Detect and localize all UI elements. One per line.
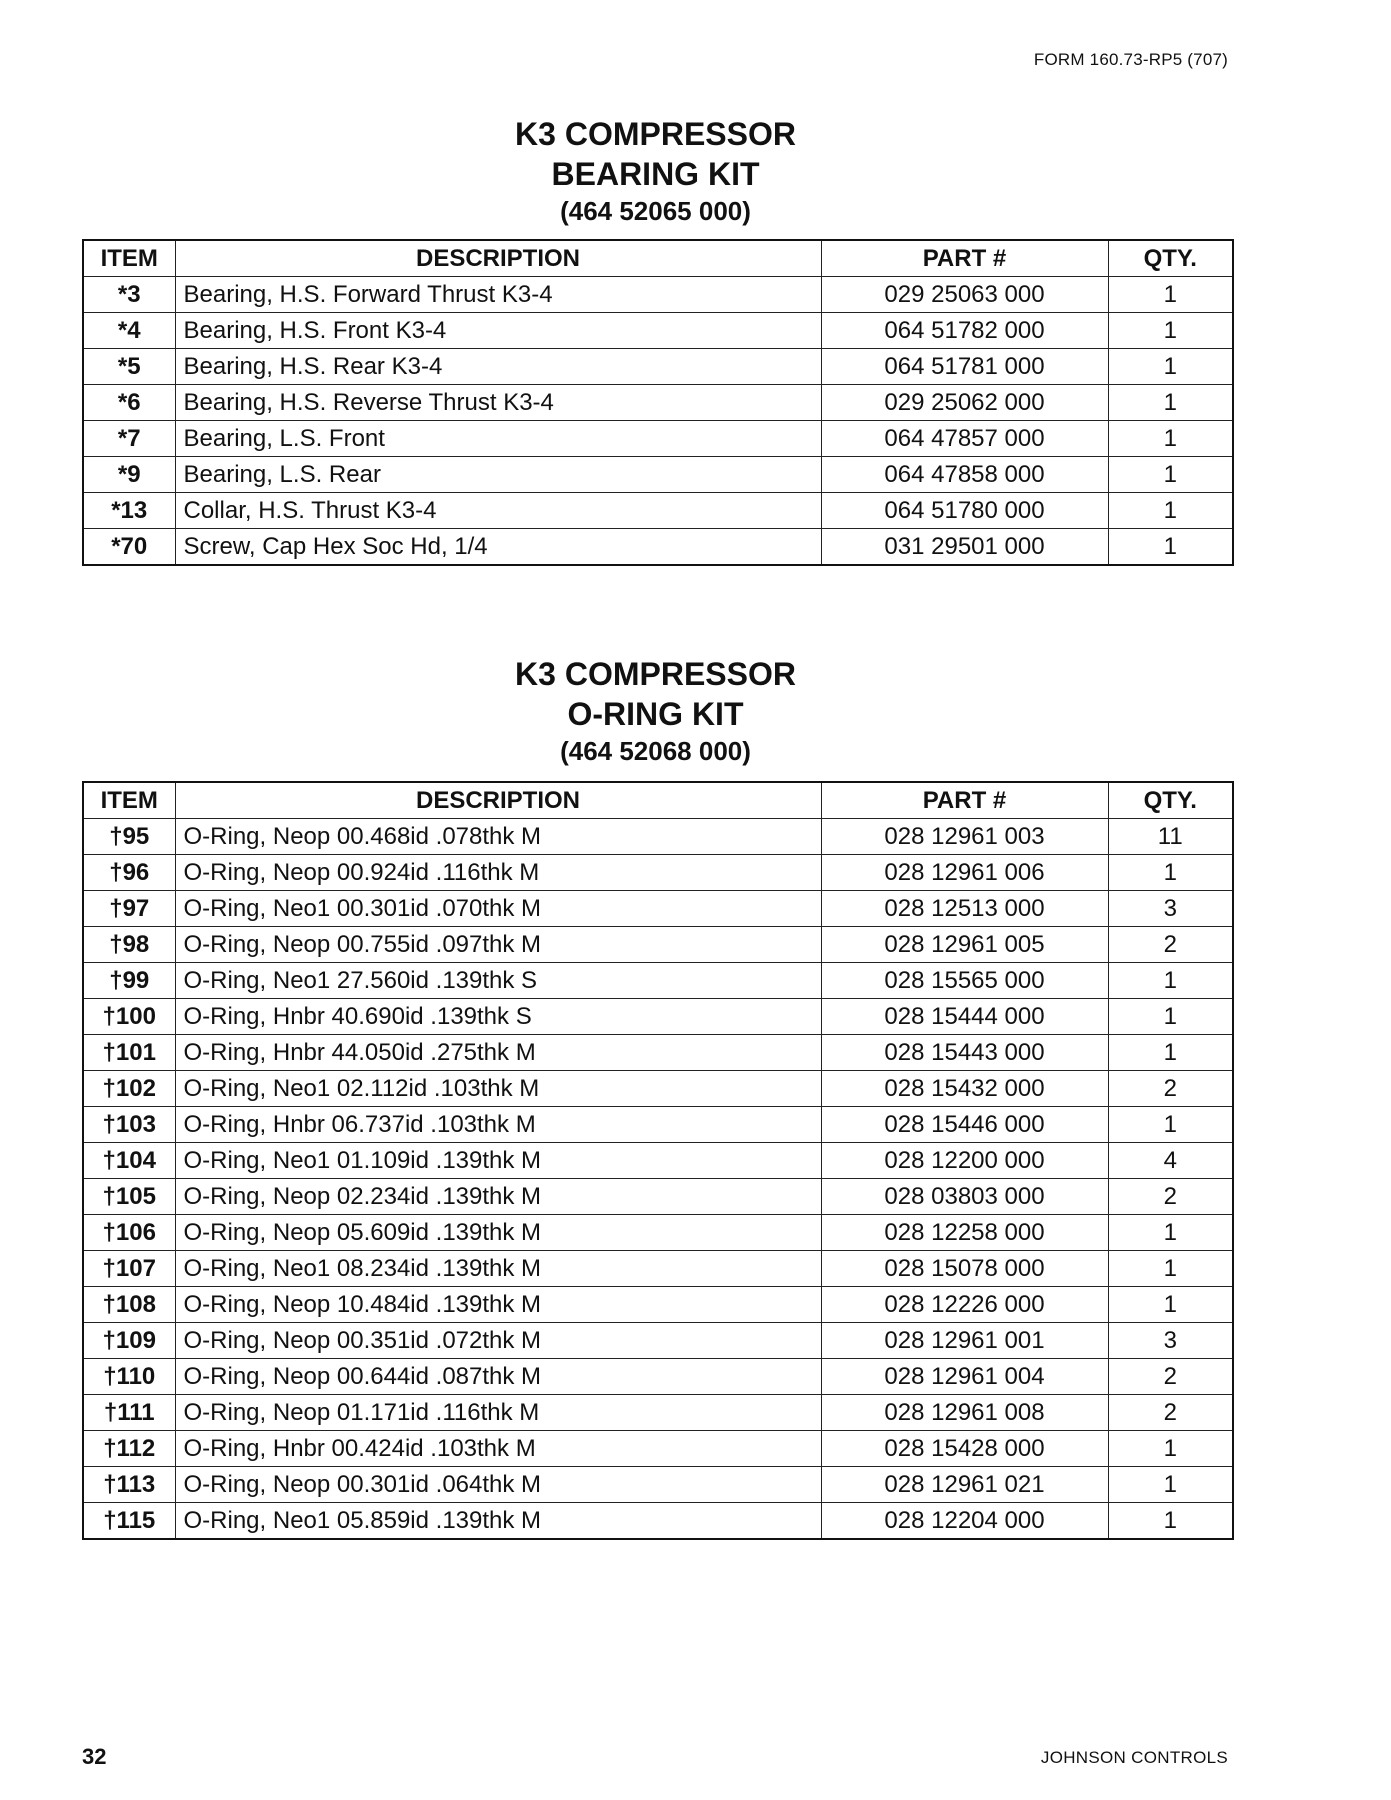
- quantity: 1: [1108, 963, 1233, 999]
- quantity: 2: [1108, 927, 1233, 963]
- footer-brand: JOHNSON CONTROLS: [1040, 1748, 1228, 1767]
- item-description: O-Ring, Neop 00.755id .097thk M: [175, 927, 821, 963]
- bearing-kit-title-line2: BEARING KIT: [551, 156, 760, 192]
- quantity: 1: [1108, 385, 1233, 421]
- item-number: *4: [83, 313, 175, 349]
- part-number: 031 29501 000: [821, 529, 1108, 566]
- column-header-qty: QTY.: [1108, 240, 1233, 277]
- quantity: 2: [1108, 1359, 1233, 1395]
- item-number: †107: [83, 1251, 175, 1287]
- item-description: O-Ring, Neo1 00.301id .070thk M: [175, 891, 821, 927]
- quantity: 1: [1108, 1035, 1233, 1071]
- item-description: O-Ring, Neop 00.301id .064thk M: [175, 1467, 821, 1503]
- part-number: 028 15446 000: [821, 1107, 1108, 1143]
- page-number: 32: [82, 1744, 107, 1769]
- item-description: Bearing, H.S. Front K3-4: [175, 313, 821, 349]
- part-number: 029 25063 000: [821, 277, 1108, 313]
- quantity: 1: [1108, 1467, 1233, 1503]
- table-header-row: [83, 240, 1233, 277]
- item-description: O-Ring, Neop 00.468id .078thk M: [175, 819, 821, 855]
- item-description: O-Ring, Neop 00.924id .116thk M: [175, 855, 821, 891]
- table-row: [83, 1143, 1233, 1179]
- part-number: 028 12226 000: [821, 1287, 1108, 1323]
- quantity: 1: [1108, 457, 1233, 493]
- oring-kit-title: [0, 654, 1311, 768]
- bearing-kit-title: [0, 114, 1311, 228]
- item-number: †101: [83, 1035, 175, 1071]
- table-row: [83, 963, 1233, 999]
- item-description: Bearing, L.S. Front: [175, 421, 821, 457]
- part-number: 028 15428 000: [821, 1431, 1108, 1467]
- item-description: O-Ring, Neo1 05.859id .139thk M: [175, 1503, 821, 1540]
- item-number: †110: [83, 1359, 175, 1395]
- quantity: 11: [1108, 819, 1233, 855]
- column-header-item: ITEM: [83, 782, 175, 819]
- table-row: [83, 999, 1233, 1035]
- quantity: 1: [1108, 349, 1233, 385]
- table-row: [83, 1287, 1233, 1323]
- table-row: [83, 493, 1233, 529]
- part-number: 028 12258 000: [821, 1215, 1108, 1251]
- part-number: 028 12961 003: [821, 819, 1108, 855]
- bearing-kit-title-line1: K3 COMPRESSOR: [515, 116, 796, 152]
- column-header-description: DESCRIPTION: [175, 240, 821, 277]
- part-number: 028 15078 000: [821, 1251, 1108, 1287]
- oring-kit-table: [82, 781, 1234, 1540]
- table-row: [83, 1359, 1233, 1395]
- column-header-description: DESCRIPTION: [175, 782, 821, 819]
- bearing-kit-table: [82, 239, 1234, 566]
- part-number: 028 12961 005: [821, 927, 1108, 963]
- part-number: 028 12204 000: [821, 1503, 1108, 1540]
- table-header-row: [83, 782, 1233, 819]
- table-row: [83, 313, 1233, 349]
- part-number: 028 15444 000: [821, 999, 1108, 1035]
- item-number: †97: [83, 891, 175, 927]
- part-number: 064 47858 000: [821, 457, 1108, 493]
- item-description: O-Ring, Hnbr 44.050id .275thk M: [175, 1035, 821, 1071]
- quantity: 1: [1108, 855, 1233, 891]
- item-description: Collar, H.S. Thrust K3-4: [175, 493, 821, 529]
- item-number: †112: [83, 1431, 175, 1467]
- item-number: †108: [83, 1287, 175, 1323]
- oring-kit-number: (464 52068 000): [560, 736, 751, 766]
- item-description: O-Ring, Neop 00.351id .072thk M: [175, 1323, 821, 1359]
- table-row: [83, 1395, 1233, 1431]
- item-number: †104: [83, 1143, 175, 1179]
- item-description: Bearing, L.S. Rear: [175, 457, 821, 493]
- item-description: O-Ring, Hnbr 40.690id .139thk S: [175, 999, 821, 1035]
- item-number: †102: [83, 1071, 175, 1107]
- item-description: O-Ring, Neop 10.484id .139thk M: [175, 1287, 821, 1323]
- quantity: 1: [1108, 1431, 1233, 1467]
- item-number: *3: [83, 277, 175, 313]
- bearing-kit-table-body: [83, 277, 1233, 566]
- oring-kit-table-body: [83, 819, 1233, 1540]
- table-row: [83, 1071, 1233, 1107]
- quantity: 1: [1108, 313, 1233, 349]
- item-description: O-Ring, Neop 05.609id .139thk M: [175, 1215, 821, 1251]
- quantity: 1: [1108, 999, 1233, 1035]
- part-number: 028 15432 000: [821, 1071, 1108, 1107]
- item-number: *6: [83, 385, 175, 421]
- part-number: 028 12961 001: [821, 1323, 1108, 1359]
- item-number: †103: [83, 1107, 175, 1143]
- part-number: 028 15565 000: [821, 963, 1108, 999]
- part-number: 029 25062 000: [821, 385, 1108, 421]
- quantity: 2: [1108, 1071, 1233, 1107]
- table-row: [83, 1107, 1233, 1143]
- item-description: Bearing, H.S. Reverse Thrust K3-4: [175, 385, 821, 421]
- column-header-qty: QTY.: [1108, 782, 1233, 819]
- quantity: 1: [1108, 1107, 1233, 1143]
- part-number: 064 47857 000: [821, 421, 1108, 457]
- item-description: O-Ring, Neo1 08.234id .139thk M: [175, 1251, 821, 1287]
- table-row: [83, 457, 1233, 493]
- item-description: O-Ring, Neo1 02.112id .103thk M: [175, 1071, 821, 1107]
- part-number: 028 12961 021: [821, 1467, 1108, 1503]
- item-description: O-Ring, Neop 02.234id .139thk M: [175, 1179, 821, 1215]
- oring-kit-title-line2: O-RING KIT: [567, 696, 744, 732]
- table-row: [83, 1215, 1233, 1251]
- table-row: [83, 529, 1233, 566]
- table-row: [83, 421, 1233, 457]
- item-number: †109: [83, 1323, 175, 1359]
- item-description: Bearing, H.S. Rear K3-4: [175, 349, 821, 385]
- bearing-kit-number: (464 52065 000): [560, 196, 751, 226]
- item-number: †95: [83, 819, 175, 855]
- part-number: 028 12961 006: [821, 855, 1108, 891]
- table-row: [83, 1035, 1233, 1071]
- item-number: *7: [83, 421, 175, 457]
- table-row: [83, 1323, 1233, 1359]
- column-header-item: ITEM: [83, 240, 175, 277]
- item-number: †100: [83, 999, 175, 1035]
- part-number: 064 51780 000: [821, 493, 1108, 529]
- item-description: O-Ring, Hnbr 06.737id .103thk M: [175, 1107, 821, 1143]
- part-number: 064 51781 000: [821, 349, 1108, 385]
- item-number: *5: [83, 349, 175, 385]
- item-number: †106: [83, 1215, 175, 1251]
- item-number: †111: [83, 1395, 175, 1431]
- table-row: [83, 855, 1233, 891]
- part-number: 028 12961 008: [821, 1395, 1108, 1431]
- item-number: †99: [83, 963, 175, 999]
- table-row: [83, 891, 1233, 927]
- quantity: 1: [1108, 493, 1233, 529]
- item-number: *13: [83, 493, 175, 529]
- item-description: O-Ring, Hnbr 00.424id .103thk M: [175, 1431, 821, 1467]
- quantity: 3: [1108, 1323, 1233, 1359]
- quantity: 2: [1108, 1395, 1233, 1431]
- column-header-part: PART #: [821, 240, 1108, 277]
- table-row: [83, 385, 1233, 421]
- oring-kit-title-line1: K3 COMPRESSOR: [515, 656, 796, 692]
- quantity: 1: [1108, 1287, 1233, 1323]
- part-number: 064 51782 000: [821, 313, 1108, 349]
- item-number: *70: [83, 529, 175, 566]
- table-row: [83, 1467, 1233, 1503]
- item-number: †113: [83, 1467, 175, 1503]
- quantity: 1: [1108, 1215, 1233, 1251]
- item-number: †96: [83, 855, 175, 891]
- quantity: 1: [1108, 277, 1233, 313]
- part-number: 028 12961 004: [821, 1359, 1108, 1395]
- table-row: [83, 927, 1233, 963]
- item-number: †98: [83, 927, 175, 963]
- table-row: [83, 819, 1233, 855]
- part-number: 028 03803 000: [821, 1179, 1108, 1215]
- item-number: †105: [83, 1179, 175, 1215]
- part-number: 028 15443 000: [821, 1035, 1108, 1071]
- table-row: [83, 1431, 1233, 1467]
- form-number: FORM 160.73-RP5 (707): [1033, 50, 1228, 69]
- quantity: 1: [1108, 421, 1233, 457]
- part-number: 028 12513 000: [821, 891, 1108, 927]
- column-header-part: PART #: [821, 782, 1108, 819]
- item-description: O-Ring, Neop 00.644id .087thk M: [175, 1359, 821, 1395]
- item-description: O-Ring, Neo1 01.109id .139thk M: [175, 1143, 821, 1179]
- quantity: 1: [1108, 1251, 1233, 1287]
- quantity: 3: [1108, 891, 1233, 927]
- table-row: [83, 1251, 1233, 1287]
- item-number: *9: [83, 457, 175, 493]
- quantity: 1: [1108, 529, 1233, 566]
- quantity: 1: [1108, 1503, 1233, 1540]
- table-row: [83, 277, 1233, 313]
- item-description: Screw, Cap Hex Soc Hd, 1/4: [175, 529, 821, 566]
- quantity: 2: [1108, 1179, 1233, 1215]
- table-row: [83, 1179, 1233, 1215]
- item-description: O-Ring, Neop 01.171id .116thk M: [175, 1395, 821, 1431]
- table-row: [83, 1503, 1233, 1540]
- item-description: Bearing, H.S. Forward Thrust K3-4: [175, 277, 821, 313]
- item-description: O-Ring, Neo1 27.560id .139thk S: [175, 963, 821, 999]
- table-row: [83, 349, 1233, 385]
- quantity: 4: [1108, 1143, 1233, 1179]
- part-number: 028 12200 000: [821, 1143, 1108, 1179]
- item-number: †115: [83, 1503, 175, 1540]
